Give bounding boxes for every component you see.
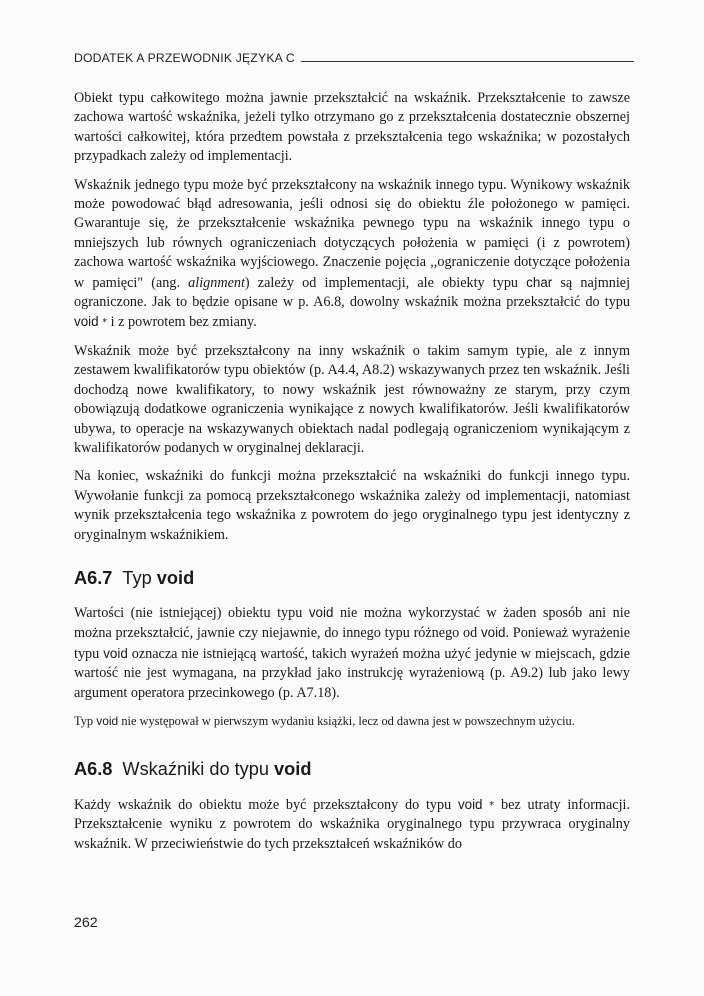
term-alignment: alignment: [188, 274, 245, 291]
section-heading-a6-7: [74, 567, 630, 589]
pointer-star: *: [102, 317, 108, 329]
note-text: nie występował w pierwszym wydaniu książki, lecz od dawna jest w powszechnym użyciu.: [118, 713, 575, 728]
paragraph-text: Na koniec, wskaźniki do funkcji można przekształcić na wskaźniki do funkcji innego typu. Wywołanie funkcji za pomocą przekształconego wskaźnika zależy od implementacji, natomiast wynik przekształcenia tego wskaźnika z powrotem do jego oryginalnego typu jest identyczny z oryginalnym wskaźnikiem.: [74, 468, 630, 543]
section-keyword: void: [156, 567, 195, 588]
paragraph-text: Wskaźnik może być przekształcony na inny wskaźnik o takim samym typie, ale z innym zestawem kwalifikatorów typu obiektów (p. A4.4, A8.2) wskazywanych przez ten wskaźnik. Jeśli dochodzą nowe kwalifikatory, to nowy wskaźnik jest równoważny ze starym, przy czym obowiązują dodatkowe ograniczenia wynikające z nowych kwalifikatorów. Jeśli kwalifikatorów ubywa, to operacje na wskazywanych obiektach nadal podlegają ograniczeniom wynikającym z kwalifikatorów podanych w oryginalnej deklaracji.: [74, 342, 630, 456]
section-title: Typ: [122, 567, 157, 588]
page-number: 262: [74, 915, 98, 931]
paragraph-qualifiers: [74, 342, 630, 458]
paragraph-text: Wskaźnik jednego typu może być przekształcony na wskaźnik innego typu. Wynikowy wskaźnik może powodować błąd adresowania, jeśli odnosi się do obiektu źle położonego w pamięci. Gwarantuje się, że przekształcenie wskaźnika pewnego typu na wskaźnik innego typu o mniejszych lub równych ograniczeniach dotyczących położenia w pamięci (i z powrotem) zachowa wartość wskaźnika wyjściowego. Znaczenie pojęcia ,,ograniczenie dotyczące położenia w pamięci" (ang.: [74, 176, 630, 291]
paragraph-text: ) zależy od implementacji, ale obiekty typu: [244, 274, 527, 291]
running-head-title: DODATEK A PRZEWODNIK JĘZYKA C: [74, 51, 295, 65]
margin-note: [74, 712, 630, 730]
paragraph-void-pointers: [74, 795, 630, 854]
running-head: [74, 51, 634, 65]
paragraph-text: są najmniej ograniczone. Jak to będzie opisane w p. A6.8, dowolny wskaźnik można przekształcić do typu: [74, 274, 631, 311]
paragraph-text: bez utraty informacji. Przekształcenie wyniku z powrotem do wskaźnika oryginalnego typu przywraca oryginalny wskaźnik. W przeciwieństwie do tych przekształceń wskaźników do: [74, 796, 630, 852]
paragraph-int-to-pointer: [74, 89, 630, 167]
section-keyword: void: [274, 758, 312, 779]
keyword-char: char: [526, 274, 553, 290]
section-number: A6.8: [74, 758, 113, 779]
section-title: Wskaźniki do typu: [122, 758, 275, 779]
keyword-void: void: [457, 796, 483, 812]
keyword-void: void: [308, 604, 334, 620]
body-text: [74, 89, 630, 863]
paragraph-pointer-conversion: [74, 176, 630, 333]
paragraph-text: Obiekt typu całkowitego można jawnie przekształcić na wskaźnik. Przekształcenie to zawsze zachowa wartość wskaźnika, jeżeli tylko otrzymano go z przekształcenia dostatecznie obszernej wartości całkowitej, która przedtem powstała z przekształcenia tego wskaźnika; w pozostałych przypadkach zależy od implementacji.: [74, 90, 630, 165]
keyword-void: void: [96, 713, 119, 728]
keyword-void: void: [480, 625, 506, 641]
note-text: Typ: [74, 713, 97, 728]
paragraph-text: Wartości (nie istniejącej) obiektu typu: [74, 604, 309, 621]
section-number: A6.7: [74, 567, 113, 588]
paragraph-text: nie można wykorzystać w żaden sposób ani nie można przekształcić, jawnie czy niejawnie, do innego typu różnego od: [74, 604, 630, 642]
paragraph-text: i z powrotem bez zmiany.: [107, 314, 257, 331]
section-heading-a6-8: [74, 758, 630, 780]
paragraph-text: Każdy wskaźnik do obiektu może być przekształcony do typu: [74, 796, 458, 813]
keyword-void: void: [103, 645, 128, 661]
paragraph-void-type: [74, 603, 630, 703]
keyword-void: void: [74, 314, 99, 330]
paragraph-text: . Ponieważ wyrażenie typu: [74, 625, 630, 662]
running-head-rule: [301, 61, 634, 62]
pointer-star: *: [489, 799, 495, 811]
paragraph-function-pointers: [74, 467, 630, 545]
paragraph-text: oznacza nie istniejącą wartość, takich wyrażeń można użyć jedynie w miejscach, gdzie wartość nie jest wymagana, na przykład jako instrukcję wyrażeniową (p. A9.2) lub jako lewy argument operatora przecinkowego (p. A7.18).: [74, 645, 630, 701]
